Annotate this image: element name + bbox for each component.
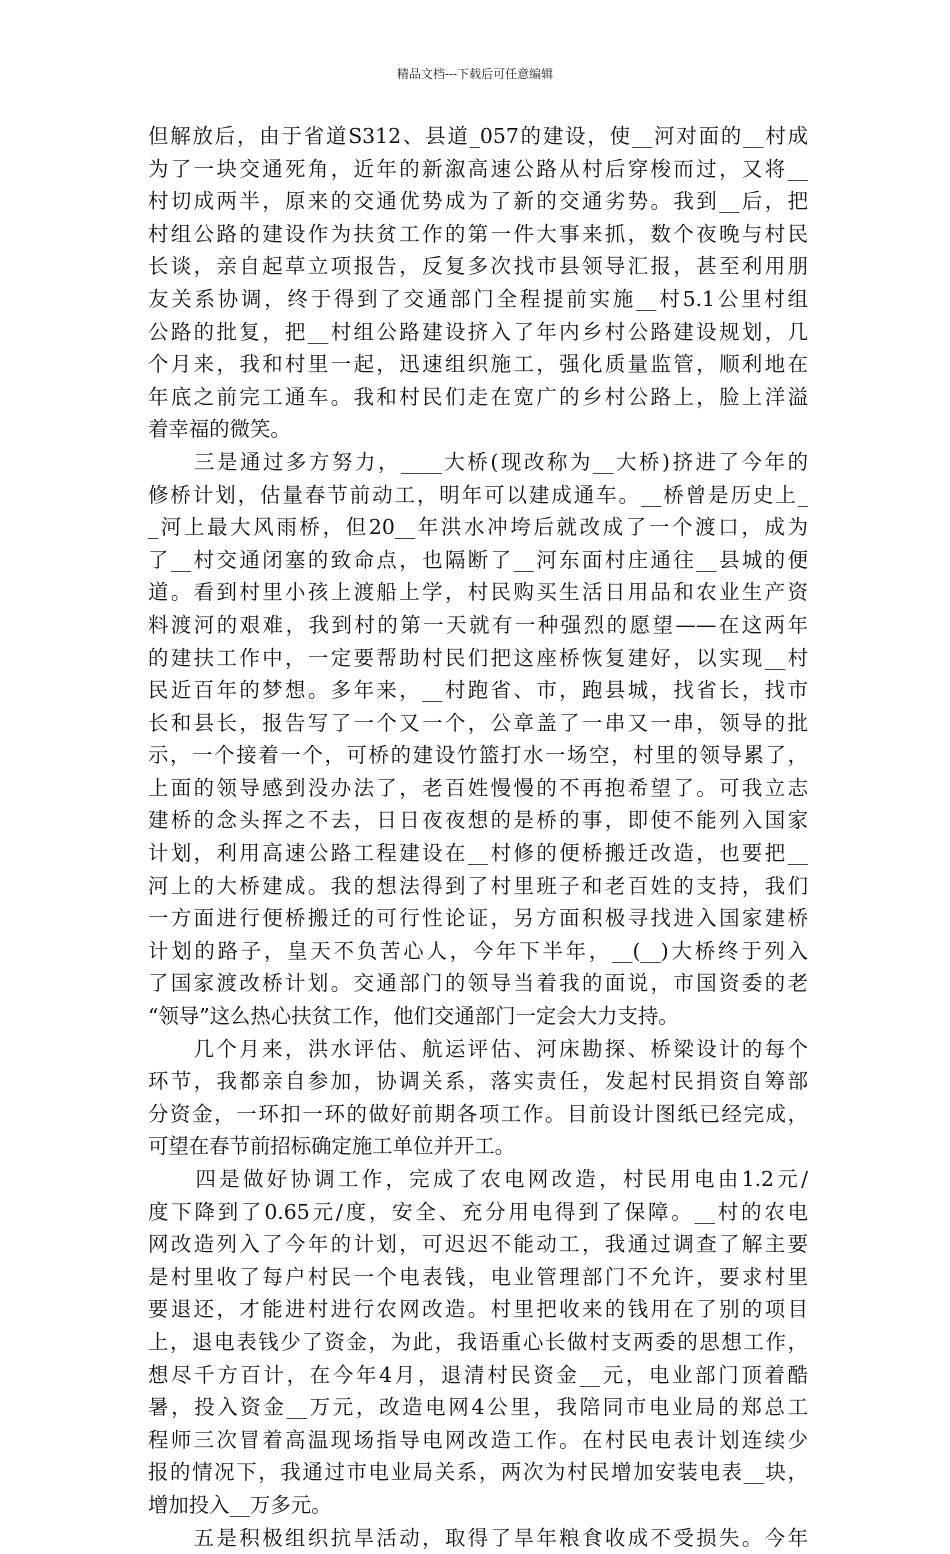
text-line: 上面的领导感到没办法了，老百姓慢慢的不再抱希望了。可我立志	[148, 775, 808, 800]
text-line: 四是做好协调工作，完成了农电网改造，村民用电由1.2元/	[148, 1167, 808, 1191]
text-line: 网改造列入了今年的计划，可迟迟不能动工，我通过调查了解主要	[148, 1232, 808, 1257]
text-line: 计划，利用高速公路工程建设在__村修的便桥搬迁改造，也要把__	[148, 841, 808, 866]
text-line: 报的情况下，我通过市电业局关系，两次为村民增加安装电表__块，	[148, 1460, 808, 1485]
text-line: 五是积极组织抗旱活动，取得了旱年粮食收成不受损失。今年	[148, 1525, 808, 1550]
text-line: 料渡河的艰难，我到村的第一天就有一种强烈的愿望——在这两年	[148, 612, 808, 637]
text-line: 友关系协调，终于得到了交通部门全程提前实施__村5.1公里村组	[148, 286, 808, 311]
text-line: 长谈，亲自起草立项报告，反复多次找市县领导汇报，甚至利用朋	[148, 254, 808, 279]
document-body	[148, 120, 808, 1554]
text-line: 上，退电表钱少了资金，为此，我语重心长做村支两委的思想工作，	[148, 1329, 808, 1354]
text-line: 民近百年的梦想。多年来，__村跑省、市，跑县城，找省长，找市	[148, 678, 808, 703]
text-line: 三是通过多方努力，____大桥(现改称为__大桥)挤进了今年的	[148, 449, 808, 474]
text-line: 要退还，才能进村进行农网改造。村里把收来的钱用在了别的项目	[148, 1297, 808, 1322]
text-line: 示，一个接着一个，可桥的建设竹篮打水一场空，村里的领导累了，	[148, 743, 808, 768]
text-line: 想尽千方百计，在今年4月，退清村民资金__元，电业部门顶着酷	[148, 1362, 808, 1387]
text-line: 了国家渡改桥计划。交通部门的领导当着我的面说，市国资委的老	[148, 971, 808, 996]
text-line: 几个月来，洪水评估、航运评估、河床勘探、桥梁设计的每个	[148, 1036, 808, 1061]
text-line: 公路的批复，把__村组公路建设挤入了年内乡村公路建设规划，几	[148, 319, 808, 344]
text-line: 计划的路子，皇天不负苦心人，今年下半年，__(__)大桥终于列入	[148, 938, 808, 963]
text-line: 长和县长，报告写了一个又一个，公章盖了一串又一串，领导的批	[148, 710, 808, 735]
paragraph-end-line: 着幸福的微笑。	[148, 417, 291, 442]
text-line: 度下降到了0.65元/度，安全、充分用电得到了保障。__村的农电	[148, 1199, 808, 1224]
text-line: 村切成两半，原来的交通优势成为了新的交通劣势。我到__后，把	[148, 189, 808, 214]
page-header: 精品文档---下载后可任意编辑	[396, 67, 554, 81]
text-line: 修桥计划，估量春节前动工，明年可以建成通车。__桥曾是历史上_	[148, 482, 808, 507]
text-line: 分资金，一环扣一环的做好前期各项工作。目前设计图纸已经完成，	[148, 1101, 808, 1126]
text-line: 河上的大桥建成。我的想法得到了村里班子和老百姓的支持，我们	[148, 873, 808, 898]
text-line: 的建扶工作中，一定要帮助村民们把这座桥恢复建好，以实现__村	[148, 645, 808, 670]
text-line: 一方面进行便桥搬迁的可行性论证，另方面积极寻找进入国家建桥	[148, 906, 808, 931]
text-line: 道。看到村里小孩上渡船上学，村民购买生活日用品和农业生产资	[148, 580, 808, 605]
paragraph-end-line: 可望在春节前招标确定施工单位并开工。	[148, 1134, 516, 1159]
text-line: 村组公路的建设作为扶贫工作的第一件大事来抓，数个夜晚与村民	[148, 221, 808, 246]
text-line: 但解放后，由于省道S312、县道_057的建设，使__河对面的__村成	[148, 124, 808, 148]
text-line: 年底之前完工通车。我和村民们走在宽广的乡村公路上，脸上洋溢	[148, 384, 808, 409]
text-line: 个月来，我和村里一起，迅速组织施工，强化质量监管，顺利地在	[148, 352, 808, 377]
paragraph-end-line: “领导”这么热心扶贫工作，他们交通部门一定会大力支持。	[148, 1004, 679, 1029]
text-line: _河上最大风雨桥，但20__年洪水冲垮后就改成了一个渡口，成为	[148, 515, 808, 540]
text-line: 建桥的念头挥之不去，日日夜夜想的是桥的事，即使不能列入国家	[148, 808, 808, 833]
text-line: 为了一块交通死角，近年的新溆高速公路从村后穿梭而过，又将__	[148, 156, 808, 181]
text-line: 暑，投入资金__万元，改造电网4公里，我陪同市电业局的郑总工	[148, 1395, 808, 1420]
text-line: 了__村交通闭塞的致命点，也隔断了__河东面村庄通往__县城的便	[148, 547, 808, 572]
paragraph-end-line: 增加投入__万多元。	[148, 1492, 332, 1517]
text-line: 是村里收了每户村民一个电表钱，电业管理部门不允许，要求村里	[148, 1264, 808, 1289]
text-line: 程师三次冒着高温现场指导电网改造工作。在村民电表计划连续少	[148, 1427, 808, 1452]
text-line: 环节，我都亲自参加，协调关系，落实责任，发起村民捐资自筹部	[148, 1069, 808, 1094]
